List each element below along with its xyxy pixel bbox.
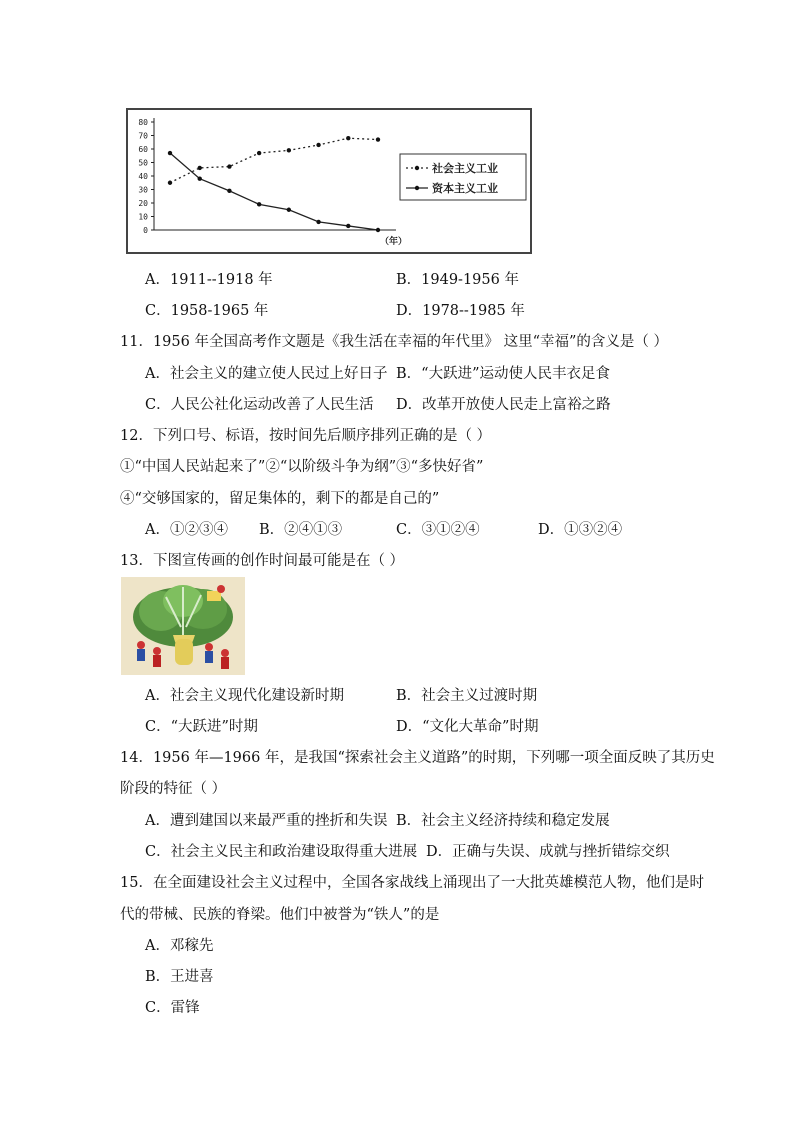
q11-option-a: A．社会主义的建立使人民过上好日子 — [145, 366, 388, 382]
industry-line-chart — [126, 108, 532, 254]
q15-stem-line2: 代的带械、民族的脊梁。他们中被誉为“铁人”的是 — [120, 907, 440, 923]
chart-canvas — [128, 110, 530, 252]
data-point — [287, 148, 291, 152]
q11-option-c: C．人民公社化运动改善了人民生活 — [145, 397, 374, 413]
q14-option-a: A．遭到建国以来最严重的挫折和失误 — [145, 813, 388, 829]
legend-marker-2 — [415, 186, 419, 190]
legend-label-2: 资本主义工业 — [432, 182, 498, 195]
q14-stem-line1: 14．1956 年—1966 年，是我国“探索社会主义道路”的时期，下列哪一项全面反映了其历史 — [120, 750, 715, 766]
q13-option-d: D．“文化大革命”时期 — [396, 719, 539, 735]
y-tick-label: 70 — [138, 131, 148, 141]
q12-option-b: B．②④①③ — [259, 522, 343, 538]
q12-option-a: A．①②③④ — [145, 522, 228, 538]
y-tick-label: 80 — [138, 118, 148, 127]
series-line-2 — [170, 153, 378, 230]
q12-stem: 12．下列口号、标语，按时间先后顺序排列正确的是（ ） — [120, 428, 492, 444]
q15-option-c: C．雷锋 — [145, 1000, 200, 1016]
q15-option-a: A．邓稼先 — [145, 938, 214, 954]
q12-slogans-line1: ①“中国人民站起来了”②“以阶级斗争为纲”③“多快好省” — [120, 459, 484, 475]
q10-option-b: B．1949-1956 年 — [396, 272, 519, 288]
data-point — [376, 228, 380, 232]
propaganda-poster-image — [121, 577, 245, 675]
q14-option-d: D．正确与失误、成就与挫折错综交织 — [426, 844, 670, 860]
data-point — [257, 202, 261, 206]
data-point — [168, 181, 172, 185]
q14-option-b: B．社会主义经济持续和稳定发展 — [396, 813, 610, 829]
y-tick-label: 40 — [138, 172, 148, 181]
q15-option-b: B．王进喜 — [145, 969, 214, 985]
data-point — [376, 137, 380, 141]
q10-option-d: D．1978--1985 年 — [396, 303, 525, 319]
q12-option-c: C．③①②④ — [396, 522, 480, 538]
y-tick-label: 10 — [138, 212, 148, 222]
data-point — [198, 166, 202, 170]
q13-option-c: C．“大跃进”时期 — [145, 719, 258, 735]
data-point — [316, 143, 320, 147]
x-axis-label: （年） — [380, 237, 408, 247]
data-point — [227, 189, 231, 193]
data-point — [168, 151, 172, 155]
y-tick-label: 50 — [138, 158, 148, 168]
data-point — [198, 177, 202, 181]
series-line-1 — [170, 138, 378, 183]
q12-slogans-line2: ④“交够国家的，留足集体的，剩下的都是自己的” — [120, 491, 440, 507]
data-point — [346, 136, 350, 140]
data-point — [316, 220, 320, 224]
q10-option-a: A．1911--1918 年 — [145, 272, 273, 288]
q11-option-b: B．“大跃进”运动使人民丰衣足食 — [396, 366, 610, 382]
y-tick-label: 20 — [138, 199, 148, 208]
y-tick-label: 60 — [138, 145, 148, 154]
q14-stem-line2: 阶段的特征（ ） — [120, 781, 227, 797]
legend-marker-1 — [415, 166, 419, 170]
q15-stem-line1: 15．在全面建设社会主义过程中，全国各家战线上涌现出了一大批英雄模范人物，他们是时 — [120, 875, 704, 891]
y-tick-label: 0 — [143, 226, 148, 235]
q13-option-a: A．社会主义现代化建设新时期 — [145, 688, 344, 704]
q11-stem: 11．1956 年全国高考作文题是《我生活在幸福的年代里》 这里“幸福”的含义是（ ） — [120, 334, 669, 350]
legend-label-1: 社会主义工业 — [432, 162, 498, 175]
data-point — [346, 224, 350, 228]
data-point — [287, 208, 291, 212]
q12-option-d: D．①③②④ — [538, 522, 623, 538]
data-point — [227, 164, 231, 168]
q13-option-b: B．社会主义过渡时期 — [396, 688, 538, 704]
data-point — [257, 151, 261, 155]
q10-option-c: C．1958-1965 年 — [145, 303, 269, 319]
q13-stem: 13．下图宣传画的创作时间最可能是在（ ） — [120, 553, 405, 569]
y-tick-label: 30 — [138, 185, 148, 195]
q14-option-c: C．社会主义民主和政治建设取得重大进展 — [145, 844, 418, 860]
q11-option-d: D．改革开放使人民走上富裕之路 — [396, 397, 611, 413]
